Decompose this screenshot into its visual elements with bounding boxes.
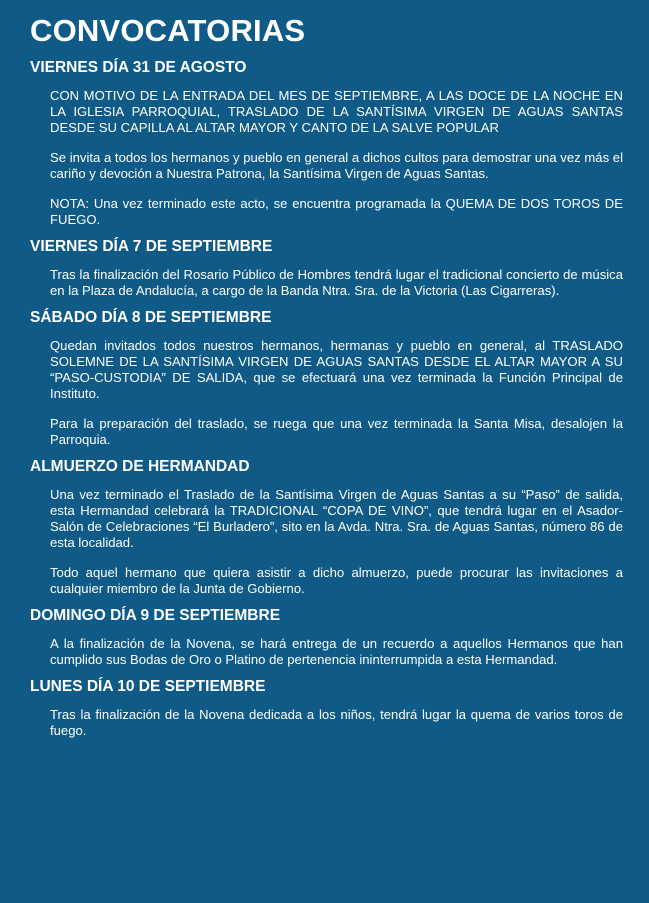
section-paragraph: Tras la finalización del Rosario Público de Hombres tendrá lugar el tradicional concierto de música en la Plaza de Andalucía, a cargo de la Banda Ntra. Sra. de la Victoria (Las Cigarreras).	[50, 267, 623, 298]
section-almuerzo-hermandad	[30, 457, 623, 597]
section-lunes-10-septiembre	[30, 677, 623, 739]
section-paragraph: Todo aquel hermano que quiera asistir a dicho almuerzo, puede procurar las invitaciones a cualquier miembro de la Junta de Gobierno.	[50, 565, 623, 596]
section-paragraph: CON MOTIVO DE LA ENTRADA DEL MES DE SEPTIEMBRE, A LAS DOCE DE LA NOCHE EN LA IGLESIA PARROQUIAL, TRASLADO DE LA SANTÍSIMA VIRGEN DE AGUAS SANTAS DESDE SU CAPILLA AL ALTAR MAYOR Y CANTO DE LA SALVE POPULAR	[50, 88, 623, 135]
section-heading: DOMINGO DÍA 9 DE SEPTIEMBRE	[30, 607, 281, 624]
section-paragraph: Una vez terminado el Traslado de la Santísima Virgen de Aguas Santas a su “Paso” de salida, esta Hermandad celebrará la TRADICIONAL “COPA DE VINO”, que tendrá lugar en el Asador-Salón de Celebraciones “El Burladero”, sito en la Avda. Ntra. Sra. de Aguas Santas, número 86 de esta localidad.	[50, 487, 623, 550]
section-viernes-31-agosto	[30, 58, 623, 228]
section-heading: LUNES DÍA 10 DE SEPTIEMBRE	[30, 678, 266, 695]
section-paragraph: Para la preparación del traslado, se ruega que una vez terminada la Santa Misa, desalojen la Parroquia.	[50, 416, 623, 447]
section-viernes-7-septiembre	[30, 237, 623, 299]
page-title: CONVOCATORIAS	[30, 13, 306, 48]
section-heading: ALMUERZO DE HERMANDAD	[30, 458, 250, 475]
section-sabado-8-septiembre	[30, 308, 623, 448]
section-heading: VIERNES DÍA 7 DE SEPTIEMBRE	[30, 238, 273, 255]
section-domingo-9-septiembre	[30, 606, 623, 668]
section-paragraph: Tras la finalización de la Novena dedicada a los niños, tendrá lugar la quema de varios toros de fuego.	[50, 707, 623, 738]
section-paragraph: Quedan invitados todos nuestros hermanos, hermanas y pueblo en general, al TRASLADO SOLEMNE DE LA SANTÍSIMA VIRGEN DE AGUAS SANTAS DESDE EL ALTAR MAYOR A SU “PASO-CUSTODIA” DE SALIDA, que se efectuará una vez terminada la Función Principal de Instituto.	[50, 338, 623, 401]
section-heading: SÁBADO DÍA 8 DE SEPTIEMBRE	[30, 309, 272, 326]
section-paragraph: NOTA: Una vez terminado este acto, se encuentra programada la QUEMA DE DOS TOROS DE FUEGO.	[50, 196, 623, 227]
section-paragraph: A la finalización de la Novena, se hará entrega de un recuerdo a aquellos Hermanos que han cumplido sus Bodas de Oro o Platino de pertenencia ininterrumpida a esta Hermandad.	[50, 636, 623, 667]
section-paragraph: Se invita a todos los hermanos y pueblo en general a dichos cultos para demostrar una vez más el cariño y devoción a Nuestra Patrona, la Santísima Virgen de Aguas Santas.	[50, 150, 623, 181]
section-heading: VIERNES DÍA 31 DE AGOSTO	[30, 59, 247, 76]
